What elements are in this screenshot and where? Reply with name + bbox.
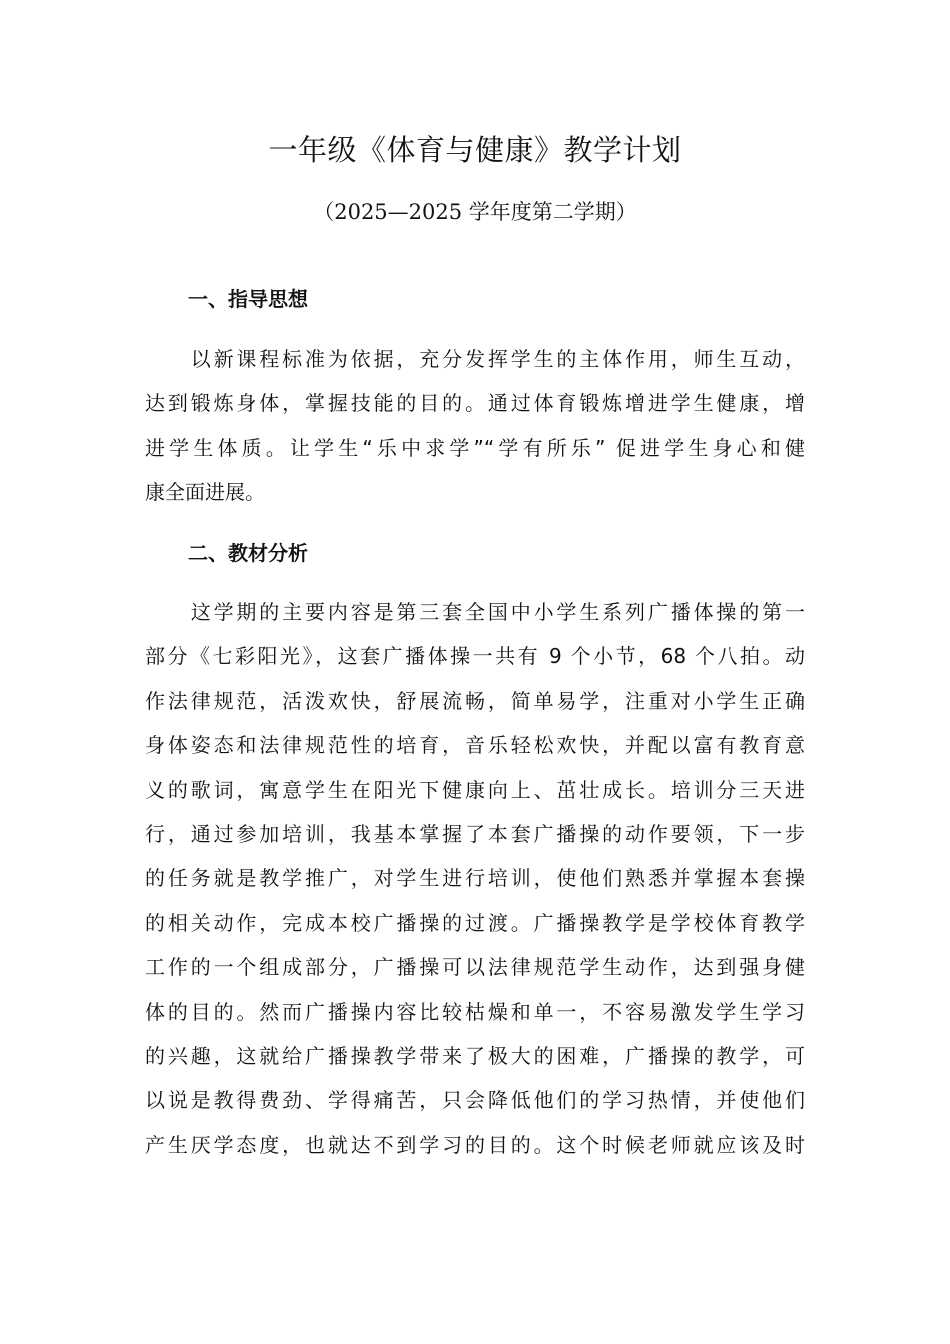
paragraph-line: 康全面进展。 [145, 480, 265, 505]
paragraph-line: 以新课程标准为依据，充分发挥学生的主体作用，师生互动， [145, 347, 805, 371]
paragraph-line: 身体姿态和法律规范性的培育，音乐轻松欢快，并配以富有教育意 [145, 733, 805, 758]
paragraph-line: 的任务就是教学推广，对学生进行培训，使他们熟悉并掌握本套操 [145, 866, 805, 891]
paragraph-line: 这学期的主要内容是第三套全国中小学生系列广播体操的第一 [145, 600, 805, 624]
paragraph-line: 达到锻炼身体，掌握技能的目的。通过体育锻炼增进学生健康，增 [145, 391, 805, 416]
section-body-guiding-ideology [145, 337, 805, 515]
document-title: 一年级《体育与健康》教学计划 [268, 133, 682, 167]
paragraph-line: 体的目的。然而广播操内容比较枯燥和单一，不容易激发学生学习 [145, 999, 805, 1024]
paragraph-line: 行，通过参加培训，我基本掌握了本套广播操的动作要领，下一步 [145, 822, 805, 847]
paragraph-line: 工作的一个组成部分，广播操可以法律规范学生动作，达到强身健 [145, 955, 805, 980]
document-subtitle: （2025—2025 学年度第二学期） [313, 200, 637, 224]
paragraph-line: 部分《七彩阳光》，这套广播体操一共有 9 个小节，68 个八拍。动 [145, 644, 805, 669]
section-body-textbook-analysis [145, 590, 805, 1167]
paragraph-line: 的相关动作，完成本校广播操的过渡。广播操教学是学校体育教学 [145, 910, 805, 935]
paragraph-line: 产生厌学态度，也就达不到学习的目的。这个时候老师就应该及时 [145, 1132, 805, 1157]
paragraph-line: 以说是教得费劲、学得痛苦，只会降低他们的学习热情，并使他们 [145, 1088, 805, 1113]
paragraph-line: 进学生体质。让学生“乐中求学”“学有所乐” 促进学生身心和健 [145, 435, 805, 460]
section-heading-textbook-analysis: 二、教材分析 [188, 541, 308, 565]
paragraph-line: 的兴趣，这就给广播操教学带来了极大的困难，广播操的教学，可 [145, 1044, 805, 1069]
paragraph-line: 作法律规范，活泼欢快，舒展流畅，简单易学，注重对小学生正确 [145, 688, 805, 713]
section-heading-guiding-ideology: 一、指导思想 [188, 287, 308, 311]
paragraph-line: 义的歌词，寓意学生在阳光下健康向上、茁壮成长。培训分三天进 [145, 777, 805, 802]
